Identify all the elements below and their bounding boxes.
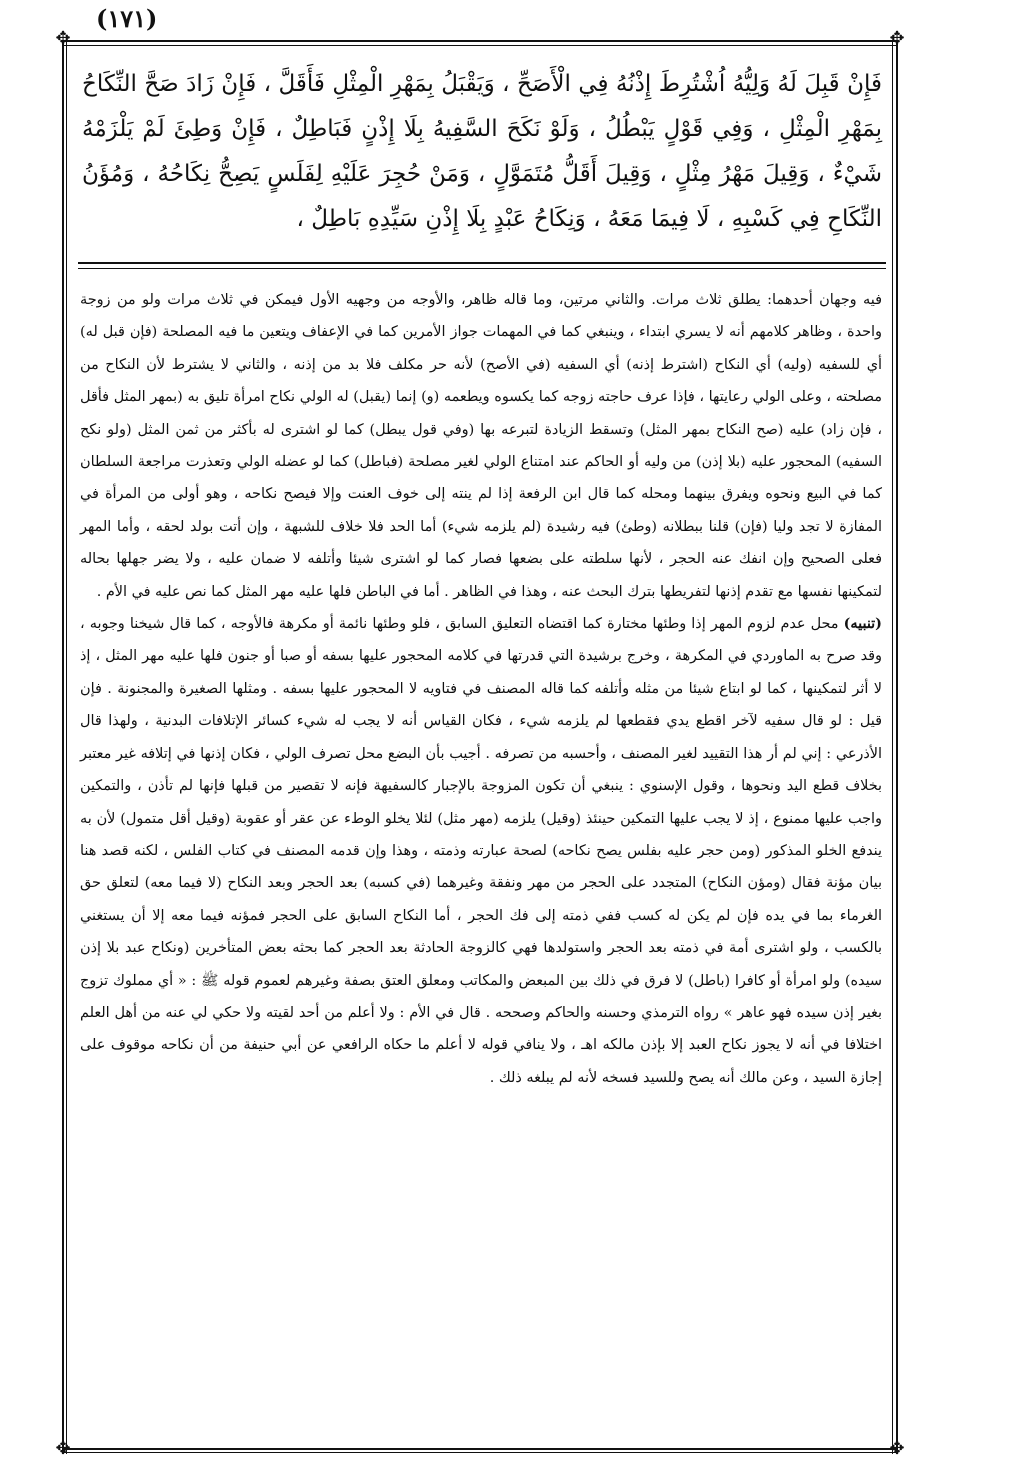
left-frame-line-inner	[66, 40, 67, 1454]
ornament-bottom-left-icon: ✥	[55, 1438, 71, 1459]
ornament-bottom-right-icon: ✥	[889, 1438, 905, 1459]
bottom-frame-line-inner	[62, 1452, 898, 1453]
right-frame-line	[896, 40, 898, 1454]
main-text-block	[82, 62, 882, 242]
section-divider-top	[78, 262, 886, 264]
main-text-paragraph: فَإِنْ قَبِلَ لَهُ وَلِيُّهُ اُشْتُرِطَ إِذْنُهُ فِي الْأَصَحِّ ، وَيَقْبَلُ بِمَهْرِ الْمِثْلِ فَأَقَلَّ ، فَإِنْ زَادَ صَحَّ النِّكَاحُ بِمَهْرِ الْمِثْلِ ، وَفِي قَوْلٍ يَبْطُلُ ، وَلَوْ نَكَحَ السَّفِيهُ بِلَا إِذْنٍ فَبَاطِلٌ ، فَإِنْ وَطِئَ لَمْ يَلْزَمْهُ شَيْءٌ ، وَقِيلَ مَهْرُ مِثْلٍ ، وَقِيلَ أَقَلُّ مُتَمَوَّلٍ ، وَمَنْ حُجِرَ عَلَيْهِ لِفَلَسٍ يَصِحُّ نِكَاحُهُ ، وَمُؤَنُ النِّكَاحِ فِي كَسْبِهِ ، لَا فِيمَا مَعَهُ ، وَنِكَاحُ عَبْدٍ بِلَا إِذْنِ سَيِّدِهِ بَاطِلٌ ،	[82, 71, 882, 232]
commentary-paragraph-2-text: محل عدم لزوم المهر إذا وطئها مختارة كما اقتضاه التعليق السابق ، فلو وطئها نائمة أو مكرهة فالأوجه ، كما قال شيخنا وجوبه ، وقد صرح به الماوردي في المكرهة ، وخرج برشيدة التي قدرتها في كلامه المحجور عليها بسفه أو صبا أو جنون فلها عليه مهر المثل ، إذ لا أثر لتمكينها ، كما لو ابتاع شيئا من مثله وأتلفه كما قاله المصنف في فتاويه لا المحجور عليها بسفه . ومثلها الصغيرة والمجنونة . فإن قيل : لو قال سفيه لآخر اقطع يدي فقطعها لم يلزمه شيء ، فكان القياس أنه لا يجب له شيء كسائر الإتلافات البدنية ، ولهذا قال الأذرعي : إني لم أر هذا التقييد لغير المصنف ، وأحسبه من تصرفه . أجيب بأن البضع محل تصرف الولي ، فكان إذنها في إتلافه غير معتبر بخلاف قطع اليد ونحوها ، وقول الإسنوي : ينبغي أن تكون المزوجة بالإجبار كالسفيهة فإنه لا تقصير من قبلها فإنها لم تأذن ، والتمكين واجب عليها ممنوع ، إذ لا يجب عليها التمكين حينئذ (وقيل) يلزمه (مهر مثل) لئلا يخلو الوطء عن عقر أو عقوبة (وقيل أقل متمول) لأن به يندفع الخلو المذكور (ومن حجر عليه بفلس يصح نكاحه) لصحة عبارته وذمته ، وهذا وإن قدمه المصنف في كتاب الفلس ، لكنه قصد هنا بيان مؤنة فقال (ومؤن النكاح) المتجدد على الحجر من مهر ونفقة وغيرهما (في كسبه) بعد الحجر وبعد النكاح (لا فيما معه) لتعلق حق الغرماء بما في يده فإن لم يكن له كسب ففي ذمته إلى فك الحجر ، أما النكاح السابق على الحجر فمؤنه فيما معه إلا أن يستغني بالكسب ، ولو اشترى أمة في ذمته بعد الحجر واستولدها فهي كالزوجة الحادثة بعد الحجر كما بحثه بعض المتأخرين (ونكاح عبد بلا إذن سيده) ولو امرأة أو كافرا (باطل) لا فرق في ذلك بين المبعض والمكاتب ومعلق العتق بصفة وغيرهم لعموم قوله ﷺ : « أي مملوك تزوج بغير إذن سيده فهو عاهر » رواه الترمذي وحسنه والحاكم وصححه . قال في الأم : ولا أعلم من أحد لقيته ولا حكي لي عنه من أهل العلم اختلافا في أنه لا يجوز نكاح العبد إلا بإذن مالكه اهـ ، ولا ينافي قوله لا أعلم ما حكاه الرافعي عن أبي حنيفة من أن نكاحه موقوف على إجازة السيد ، وعن مالك أنه يصح وللسيد فسخه لأنه لم يبلغه ذلك .	[80, 616, 883, 1086]
bottom-frame-line	[62, 1448, 898, 1450]
page-number: (١٧١)	[96, 4, 158, 33]
left-frame-line	[62, 40, 64, 1454]
section-divider-bottom	[78, 268, 886, 269]
ornament-top-right-icon: ✥	[889, 28, 905, 49]
top-frame-line-inner	[62, 45, 898, 46]
right-frame-line-inner	[892, 40, 893, 1454]
commentary-paragraph-1: فيه وجهان أحدهما: يطلق ثلاث مرات. والثاني مرتين، وما قاله ظاهر، والأوجه من وجهيه الأول فيمكن في ثلاث مرات ولو من زوجة واحدة ، وظاهر كلامهم أنه لا يسري ابتداء ، وينبغي كما في المهمات جواز الأمرين كما في الإعفاف ويتعين ما فيه المصلحة (فإن قبل له) أي للسفيه (وليه) أي النكاح (اشترط إذنه) أي السفيه (في الأصح) لأنه حر مكلف فلا بد من إذنه ، والثاني لا يشترط لأن النكاح من مصلحته ، وعلى الولي رعايتها ، فإذا عرف حاجته زوجه كما يكسوه ويطعمه (و) إنما (يقبل) له الولي نكاح امرأة تليق به (بمهر المثل فأقل ، فإن زاد) عليه (صح النكاح بمهر المثل) وتسقط الزيادة لتبرعه بها (وفي قول يبطل) كما لو اشترى له بأكثر من ثمن المثل (ولو نكح السفيه) المحجور عليه (بلا إذن) من وليه أو الحاكم عند امتناع الولي لغير مصلحة (فباطل) كما لو عضله الولي وتعذرت مراجعة السلطان كما في البيع ونحوه ويفرق بينهما ومحله كما قال ابن الرفعة إذا لم ينته إلى خوف العنت وإلا فيصح نكاحه ، وهو أولى من المرأة في المفازة لا تجد وليا (فإن) قلنا ببطلانه (وطئ) فيه رشيدة (لم يلزمه شيء) أما الحد فلا خلاف للشبهة ، وإن أتت بولد لحقه ، وأما المهر فعلى الصحيح وإن انفك عنه الحجر ، لأنها سلطته على بضعها فصار كما لو اشترى شيئا وأتلفه لا ضمان عليه ، ولا يضر جهلها بحاله لتمكينها نفسها مع تقدم إذنها لتفريطها بترك البحث عنه ، وهذا في الظاهر . أما في الباطن فلها عليه مهر المثل كما نص عليه في الأم .	[80, 292, 882, 600]
top-frame-line	[62, 40, 898, 42]
commentary-block	[80, 284, 882, 1094]
ornament-top-left-icon: ✥	[55, 28, 71, 49]
commentary-note-heading: (تنبيه)	[843, 615, 882, 633]
commentary-paragraph-2	[80, 608, 882, 1094]
